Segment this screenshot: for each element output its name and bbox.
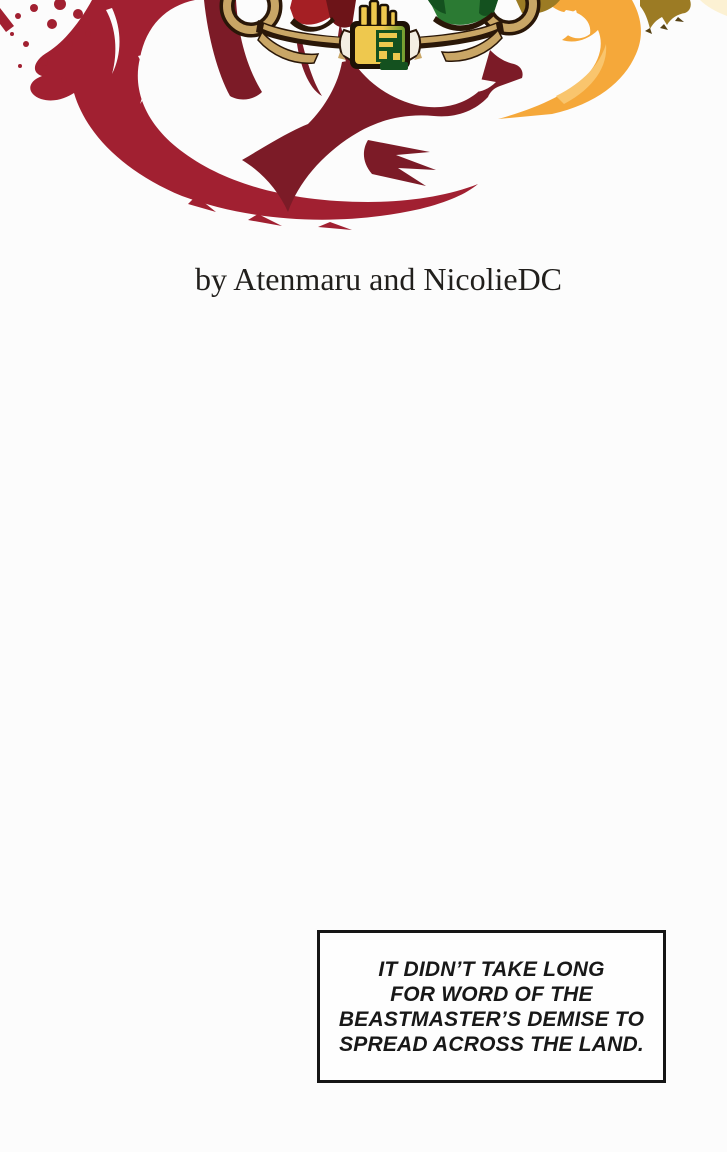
gold-claw-icon — [640, 0, 691, 34]
corner-glow — [700, 0, 727, 16]
narration-text-line: SPREAD ACROSS THE LAND. — [339, 1032, 644, 1056]
dragon-head-body — [242, 50, 523, 212]
dragon-claw-spikes — [364, 140, 436, 186]
narration-text-line: IT DIDN’T TAKE LONG — [378, 957, 605, 981]
dragon-eye — [441, 90, 460, 102]
brushstroke-spike — [318, 222, 352, 230]
fist-fingers — [360, 1, 396, 26]
narration-box — [317, 930, 666, 1083]
fist-icon — [350, 1, 410, 70]
beastmaster-emblem — [227, 0, 533, 70]
title-artwork — [0, 0, 727, 232]
claw-paw — [640, 0, 691, 29]
narration-text-line: FOR WORD OF THE — [390, 982, 593, 1006]
byline: by Atenmaru and NicolieDC — [194, 261, 563, 297]
paint-splatter-edge — [0, 8, 14, 32]
narration-text-line: BEASTMASTER’S DEMISE TO — [338, 1007, 645, 1031]
fist-base-bar — [380, 62, 408, 70]
